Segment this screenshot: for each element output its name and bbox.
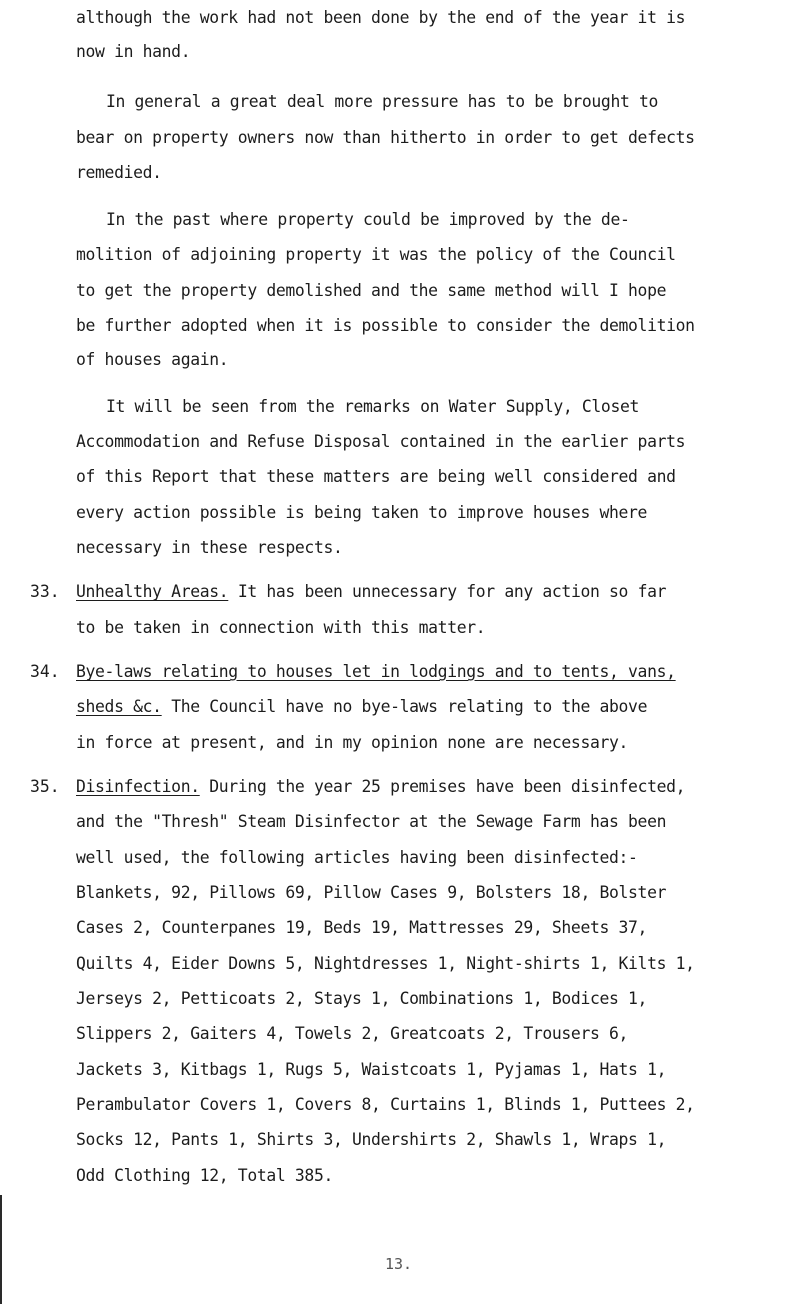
text-line: be further adopted when it is possible to consider the demolition	[76, 316, 695, 335]
text-line: well used, the following articles having been disinfected:-	[76, 848, 638, 867]
text-line: to be taken in connection with this matter.	[76, 618, 486, 637]
section-number: 34.	[30, 662, 60, 681]
text-line: Blankets, 92, Pillows 69, Pillow Cases 9, Bolsters 18, Bolster	[76, 883, 667, 902]
section-number: 35.	[30, 777, 60, 796]
text-line: of this Report that these matters are being well considered and	[76, 467, 676, 486]
text-line: every action possible is being taken to improve houses where	[76, 503, 648, 522]
section-heading: Bye-laws relating to houses let in lodgings and to tents, vans,	[76, 662, 676, 681]
text-line: now in hand.	[76, 42, 191, 61]
text-line: Quilts 4, Eider Downs 5, Nightdresses 1, Night-shirts 1, Kilts 1,	[76, 954, 695, 973]
text-line: molition of adjoining property it was the policy of the Council	[76, 245, 676, 264]
section-heading: Unhealthy Areas.	[76, 582, 229, 601]
text-line: of houses again.	[76, 350, 229, 369]
scan-edge-mark	[0, 1195, 2, 1304]
section-35-line	[76, 777, 685, 797]
text-line: Accommodation and Refuse Disposal contained in the earlier parts	[76, 432, 686, 451]
text-line: in force at present, and in my opinion none are necessary.	[76, 733, 629, 752]
text-line: to get the property demolished and the same method will I hope	[76, 281, 667, 300]
page-number: 13.	[385, 1255, 413, 1273]
text-line: Cases 2, Counterpanes 19, Beds 19, Mattresses 29, Sheets 37,	[76, 918, 648, 937]
section-heading: Disinfection.	[76, 777, 200, 796]
text-line: Jerseys 2, Petticoats 2, Stays 1, Combinations 1, Bodices 1,	[76, 989, 648, 1008]
text-line: Perambulator Covers 1, Covers 8, Curtains 1, Blinds 1, Puttees 2,	[76, 1095, 695, 1114]
section-heading: sheds &c.	[76, 697, 162, 716]
text-line: Odd Clothing 12, Total 385.	[76, 1166, 333, 1185]
section-number: 33.	[30, 582, 60, 601]
section-text: During the year 25 premises have been disinfected,	[199, 777, 686, 796]
section-34-line	[76, 697, 647, 717]
text-line: It will be seen from the remarks on Water Supply, Closet	[106, 397, 640, 416]
text-line: although the work had not been done by the end of the year it is	[76, 8, 686, 27]
text-line: Socks 12, Pants 1, Shirts 3, Undershirts 2, Shawls 1, Wraps 1,	[76, 1130, 667, 1149]
text-line: bear on property owners now than hitherto in order to get defects	[76, 128, 695, 147]
text-line: necessary in these respects.	[76, 538, 343, 557]
text-line: remedied.	[76, 163, 162, 182]
section-text: It has been unnecessary for any action so far	[228, 582, 667, 601]
text-line: Jackets 3, Kitbags 1, Rugs 5, Waistcoats 1, Pyjamas 1, Hats 1,	[76, 1060, 667, 1079]
section-33-line	[76, 582, 666, 602]
section-text: The Council have no bye-laws relating to the above	[161, 697, 648, 716]
text-line: In general a great deal more pressure has to be brought to	[106, 92, 659, 111]
text-line: Slippers 2, Gaiters 4, Towels 2, Greatcoats 2, Trousers 6,	[76, 1024, 629, 1043]
text-line: and the "Thresh" Steam Disinfector at the Sewage Farm has been	[76, 812, 667, 831]
text-line: In the past where property could be improved by the de-	[106, 210, 630, 229]
